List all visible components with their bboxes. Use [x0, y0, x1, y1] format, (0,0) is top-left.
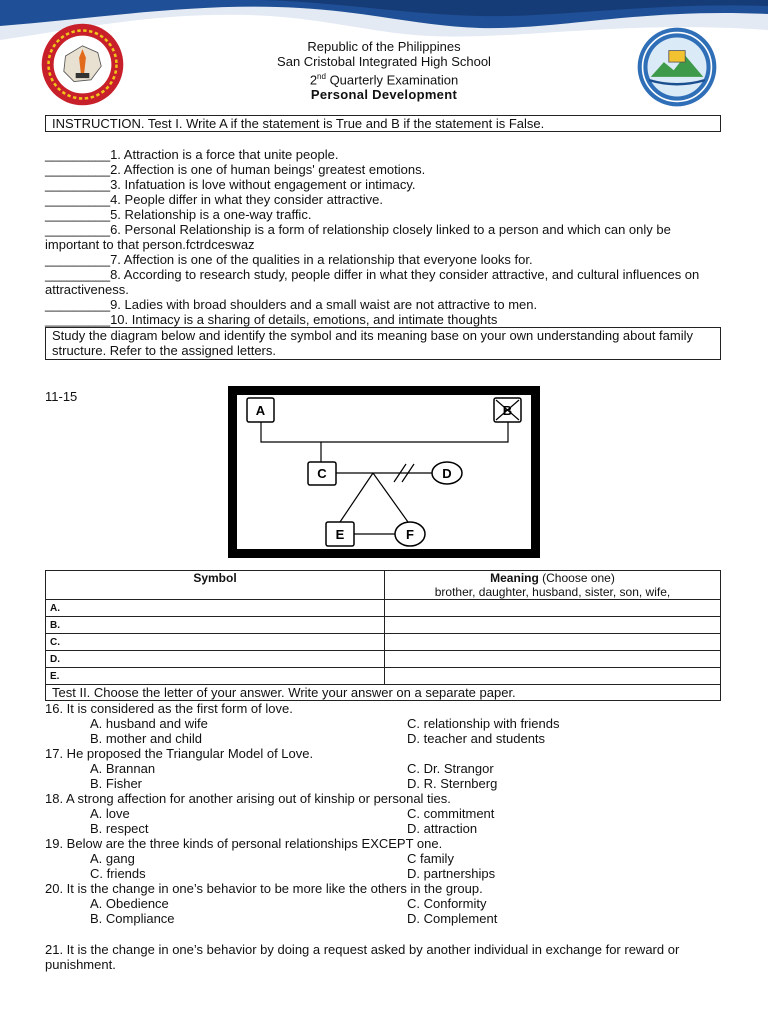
option-19d: D. partnerships: [407, 866, 496, 881]
test1-item: _________9. Ladies with broad shoulders and a small waist are not attractive to men.: [45, 297, 538, 312]
option-16d: D. teacher and students: [407, 731, 546, 746]
meaning-header: [385, 571, 721, 600]
row-label: A.: [46, 600, 385, 617]
table-row: [46, 600, 721, 617]
test1-item: _________8. According to research study, people differ in what they consider attractive, and cultural influences on attractiveness.: [45, 267, 703, 297]
row-label: D.: [46, 651, 385, 668]
diagram-instruction: Study the diagram below and identify the symbol and its meaning base on your own understanding about family structure. Refer to the assigned letters.: [45, 327, 721, 360]
answer-cell[interactable]: [385, 617, 721, 634]
test1-item: _________7. Affection is one of the qualities in a relationship that everyone looks for.: [45, 252, 533, 267]
option-18d: D. attraction: [407, 821, 478, 836]
answer-cell[interactable]: [385, 634, 721, 651]
test1-item: _________6. Personal Relationship is a form of relationship closely linked to a person and which can only be important to that person.fctrdceswaz: [45, 222, 675, 252]
country-line: Republic of the Philippines: [307, 39, 461, 54]
option-17c: C. Dr. Strangor: [407, 761, 494, 776]
option-16a: A. husband and wife: [90, 716, 208, 731]
node-b-label: B: [502, 403, 513, 418]
option-17a: A. Brannan: [90, 761, 156, 776]
exam-title: 2nd Quarterly Examination: [309, 72, 459, 88]
answer-cell[interactable]: [385, 651, 721, 668]
test1-item: _________2. Affection is one of human beings' greatest emotions.: [45, 162, 426, 177]
subject-title: Personal Development: [310, 87, 458, 103]
table-row: [46, 617, 721, 634]
question-20: 20. It is the change in one’s behavior to be more like the others in the group.: [45, 881, 483, 896]
document-header: [200, 39, 568, 102]
option-17b: B. Fisher: [90, 776, 143, 791]
test2-instruction: Test II. Choose the letter of your answer. Write your answer on a separate paper.: [45, 684, 721, 701]
option-20d: D. Complement: [407, 911, 498, 926]
node-a-label: A: [255, 403, 266, 418]
test1-item: _________3. Infatuation is love without engagement or intimacy.: [45, 177, 416, 192]
meaning-choices: brother, daughter, husband, sister, son, wife,: [434, 585, 671, 599]
test1-item: _________4. People differ in what they consider attractive.: [45, 192, 383, 207]
school-seal-logo: [40, 22, 125, 107]
question-21: 21. It is the change in one’s behavior by doing a request asked by another individual in exchange for reward or punishment.: [45, 942, 680, 972]
option-17d: D. R. Sternberg: [407, 776, 498, 791]
district-seal-logo: [636, 26, 718, 108]
option-20b: B. Compliance: [90, 911, 175, 926]
option-20a: A. Obedience: [90, 896, 169, 911]
node-e-label: E: [335, 527, 345, 542]
node-d-label: D: [442, 466, 452, 481]
test1-item: _________5. Relationship is a one-way traffic.: [45, 207, 312, 222]
answer-cell[interactable]: [385, 668, 721, 685]
option-19b: C. friends: [90, 866, 146, 881]
table-row: [46, 651, 721, 668]
row-label: C.: [46, 634, 385, 651]
test1-instruction: INSTRUCTION. Test I. Write A if the statement is True and B if the statement is False.: [45, 115, 721, 132]
option-19c: C family: [407, 851, 454, 866]
meaning-note: (Choose one): [538, 571, 615, 585]
node-f-label: F: [406, 527, 414, 542]
question-18: 18. A strong affection for another arising out of kinship or personal ties.: [45, 791, 451, 806]
question-16: 16. It is considered as the first form of love.: [45, 701, 293, 716]
symbol-meaning-table: [45, 570, 721, 685]
item-range-label: 11-15: [45, 389, 78, 404]
meaning-title: Meaning: [490, 571, 539, 585]
row-label: B.: [46, 617, 385, 634]
question-17: 17. He proposed the Triangular Model of Love.: [45, 746, 314, 761]
option-18c: C. commitment: [407, 806, 495, 821]
option-19a: A. gang: [90, 851, 135, 866]
school-name: San Cristobal Integrated High School: [277, 54, 491, 69]
row-label: E.: [46, 668, 385, 685]
symbol-header: Symbol: [46, 571, 385, 600]
option-16b: B. mother and child: [90, 731, 203, 746]
option-18b: B. respect: [90, 821, 149, 836]
option-20c: C. Conformity: [407, 896, 487, 911]
node-c-label: C: [317, 466, 327, 481]
answer-cell[interactable]: [385, 600, 721, 617]
table-row: [46, 634, 721, 651]
test1-item: _________10. Intimacy is a sharing of details, emotions, and intimate thoughts: [45, 312, 498, 327]
test1-item: _________1. Attraction is a force that unite people.: [45, 147, 339, 162]
table-header-row: [46, 571, 721, 600]
question-19: 19. Below are the three kinds of personal relationships EXCEPT one.: [45, 836, 443, 851]
table-row: [46, 668, 721, 685]
family-diagram: [228, 386, 540, 558]
option-18a: A. love: [90, 806, 130, 821]
option-16c: C. relationship with friends: [407, 716, 560, 731]
